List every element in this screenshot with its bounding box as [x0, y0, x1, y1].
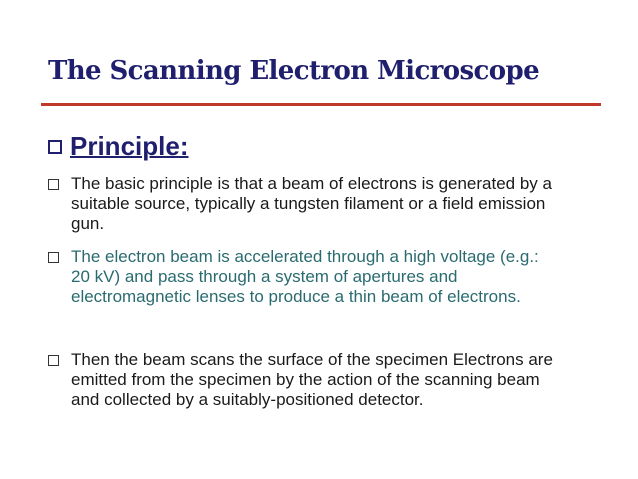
checkbox-bullet-icon — [48, 252, 59, 263]
bullet-item — [48, 174, 559, 234]
checkbox-bullet-icon — [48, 179, 59, 190]
bullet-text: The basic principle is that a beam of electrons is generated by a suitable source, typically a tungsten filament or a field emission gun. — [71, 174, 552, 233]
slide-title: The Scanning Electron Microscope — [48, 56, 540, 86]
checkbox-bullet-icon — [48, 140, 62, 154]
principle-heading — [48, 131, 188, 162]
principle-label: Principle: — [70, 131, 189, 161]
title-divider — [41, 103, 601, 106]
bullet-item — [48, 247, 559, 307]
bullet-text: The electron beam is accelerated through a high voltage (e.g.: 20 kV) and pass through a system of apertures and electromagnetic lenses to produce a thin beam of electrons. — [71, 247, 539, 306]
bullet-text: Then the beam scans the surface of the specimen Electrons are emitted from the specimen by the action of the scanning beam and collected by a suitably-positioned detector. — [71, 350, 553, 409]
checkbox-bullet-icon — [48, 355, 59, 366]
bullet-item — [48, 350, 559, 410]
